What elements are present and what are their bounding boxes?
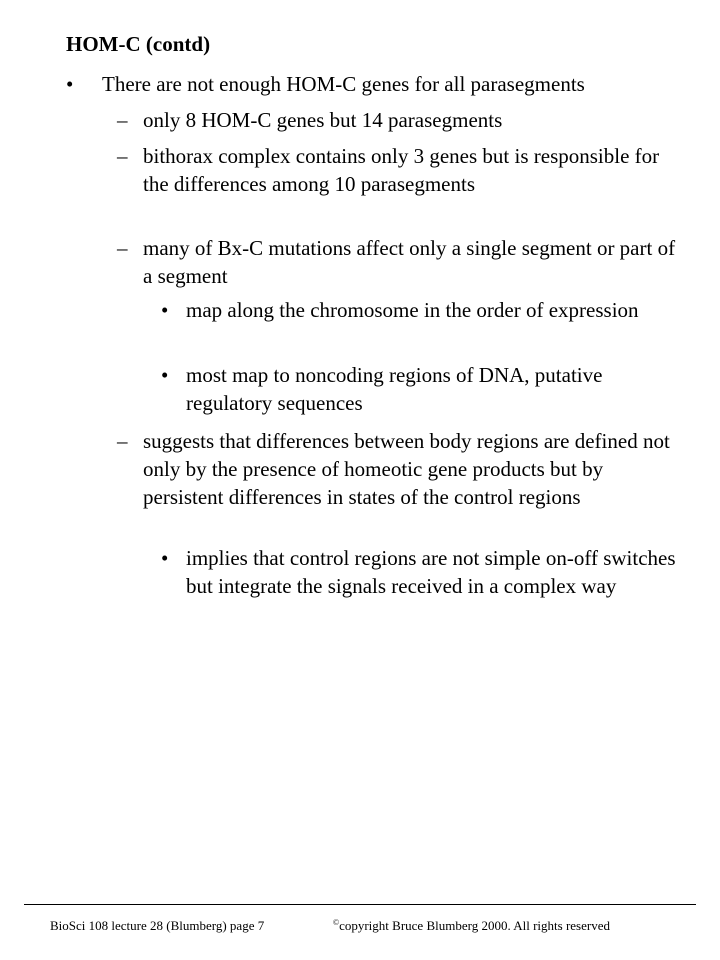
bullet-marker: •	[161, 546, 169, 570]
bullet-marker: •	[161, 363, 169, 387]
footer-page-info: BioSci 108 lecture 28 (Blumberg) page 7	[50, 918, 265, 933]
copyright-text: copyright Bruce Blumberg 2000. All rights reserved	[339, 918, 610, 933]
list-item-6	[161, 361, 666, 417]
bullet-marker: •	[66, 72, 74, 96]
footer-copyright	[333, 918, 610, 934]
copyright-symbol: ©	[333, 918, 340, 927]
list-item-1	[66, 70, 686, 98]
list-item-7	[117, 427, 687, 511]
slide-title: HOM-C (contd)	[66, 32, 211, 56]
list-item-text: only 8 HOM-C genes but 14 parasegments	[143, 108, 503, 132]
bullet-marker: •	[161, 298, 169, 322]
list-item-text: There are not enough HOM-C genes for all parasegments	[102, 72, 585, 96]
footer-divider	[24, 904, 696, 905]
list-item-5	[161, 296, 666, 324]
dash-marker: –	[117, 108, 128, 132]
dash-marker: –	[117, 144, 128, 168]
dash-marker: –	[117, 429, 128, 453]
list-item-text: most map to noncoding regions of DNA, putative regulatory sequences	[186, 363, 603, 415]
list-item-3	[117, 142, 662, 198]
list-item-8	[161, 544, 676, 600]
list-item-text: map along the chromosome in the order of expression	[186, 298, 639, 322]
list-item-4	[117, 234, 687, 290]
list-item-text: implies that control regions are not simple on-off switches but integrate the signals received in a complex way	[186, 546, 676, 598]
list-item-text: suggests that differences between body regions are defined not only by the presence of homeotic gene products but by persistent differences in states of the control regions	[143, 429, 670, 509]
list-item-text: bithorax complex contains only 3 genes but is responsible for the differences among 10 parasegments	[143, 144, 660, 196]
list-item-text: many of Bx-C mutations affect only a single segment or part of a segment	[143, 236, 676, 288]
list-item-2	[117, 106, 687, 134]
dash-marker: –	[117, 236, 128, 260]
